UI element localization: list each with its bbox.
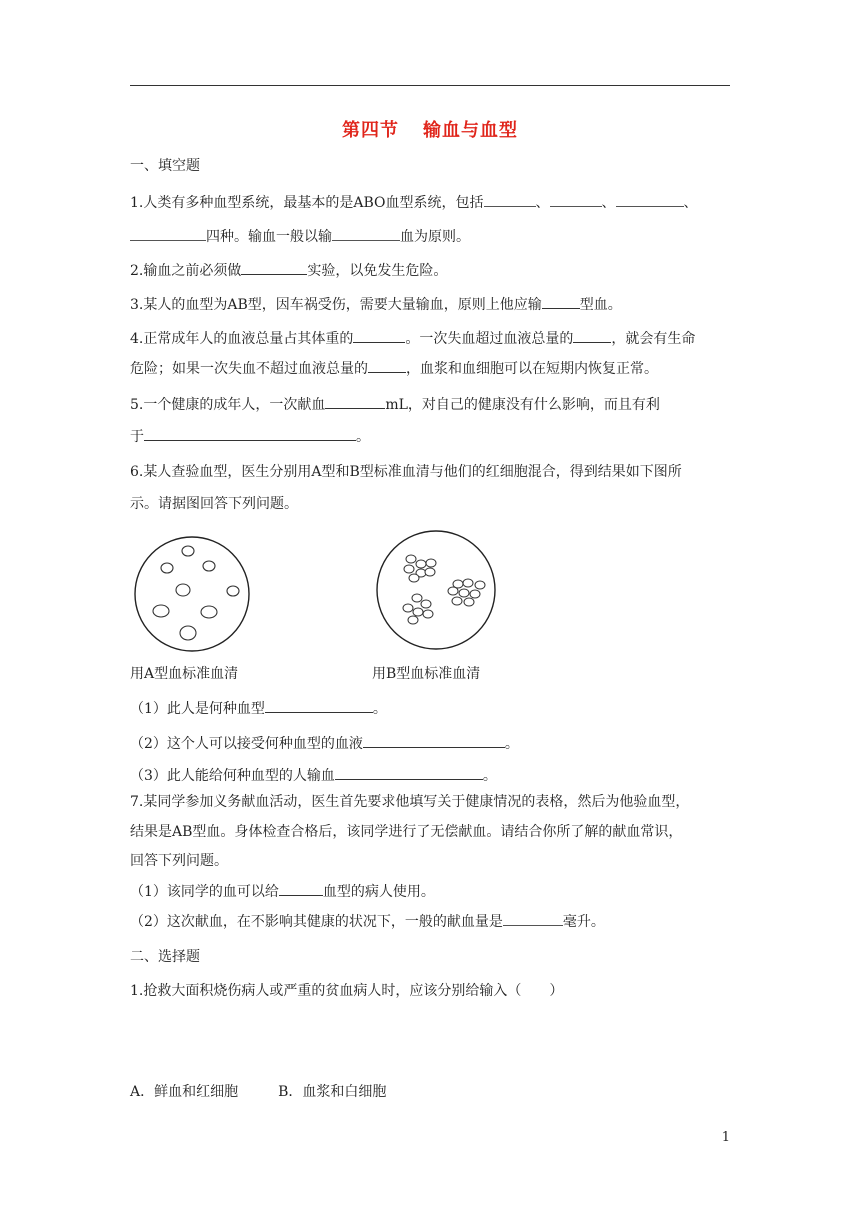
blank-q1-3[interactable] [616,192,684,207]
cell [413,608,423,616]
blank-q1-5[interactable] [332,226,400,241]
blank-q1-1[interactable] [484,192,536,207]
blank-q7-2[interactable] [503,911,563,926]
cell [425,568,435,576]
blank-q4-2[interactable] [573,328,611,343]
question-7-line-3: 回答下列问题。 [130,853,228,869]
page-title [0,116,860,142]
figure-b-slide [374,528,498,652]
question-6-line-2: 示。请据图回答下列问题。 [130,496,298,512]
cell [406,555,416,563]
title-topic: 输血与血型 [423,120,518,141]
page-number: 1 [721,1130,730,1145]
section-heading-multiple-choice: 二、选择题 [130,949,200,965]
cell [227,586,239,596]
cell [408,616,418,624]
question-2: 2.输血之前必须做 实验，以免发生危险。 [130,260,447,281]
blank-q6-1[interactable] [265,698,373,713]
cell [416,560,426,568]
cell [475,581,485,589]
cell [464,598,474,606]
question-1-line-1: 1.人类有多种血型系统，最基本的是ABO血型系统，包括 、 、 、 [130,192,698,213]
blank-q4-3[interactable] [368,358,406,373]
question-6-2: （2）这个人可以接受何种血型的血液 。 [130,733,519,754]
choice-question-1-options [130,1082,386,1102]
question-7-1: （1）该同学的血可以给 血型的病人使用。 [130,881,435,902]
cell [404,565,414,573]
cell [412,594,422,602]
cell [203,561,215,571]
question-6-3: （3）此人能给何种血型的人输血 。 [130,765,497,786]
cell [459,589,469,597]
red-cells-clump-3 [403,594,433,624]
blank-q7-1[interactable] [279,881,323,896]
figure-b-caption: 用B型血标准血清 [372,666,481,682]
blank-q5-1[interactable] [325,394,385,409]
cell [463,579,473,587]
choice-question-1: 1.抢救大面积烧伤病人或严重的贫血病人时，应该分别给输入（ ） [130,983,564,999]
question-7-line-1: 7.某同学参加义务献血活动，医生首先要求他填写关于健康情况的表格，然后为他验血型， [130,794,690,810]
section-heading-fill-in: 一、填空题 [130,158,200,174]
cell [180,626,196,640]
blank-q6-2[interactable] [363,733,505,748]
question-1-line-2: 四种。输血一般以输 血为原则。 [130,226,470,247]
question-5-line-1: 5.一个健康的成年人，一次献血 mL，对自己的健康没有什么影响，而且有利 [130,394,660,415]
blank-q5-2[interactable] [144,426,356,441]
question-3: 3.某人的血型为AB型，因车祸受伤，需要大量输血，原则上他应输 型血。 [130,294,622,315]
question-5-line-2: 于 。 [130,426,370,447]
cell [409,574,419,582]
cell [421,600,431,608]
cell [426,559,436,567]
red-cells-clump-2 [448,579,485,606]
cell [470,590,480,598]
figure-a-slide [132,534,252,654]
title-section-number: 第四节 [342,120,399,141]
question-4-line-2: 危险；如果一次失血不超过血液总量的 ，血浆和血细胞可以在短期内恢复正常。 [130,358,658,379]
cell [153,605,169,617]
blank-q3[interactable] [542,294,580,309]
header-rule [130,85,730,86]
figure-a-caption: 用A型血标准血清 [130,666,239,682]
cell [201,606,217,618]
blank-q1-4[interactable] [130,226,206,241]
cell [161,563,173,573]
blank-q4-1[interactable] [353,328,405,343]
question-7-2: （2）这次献血，在不影响其健康的状况下，一般的献血量是 毫升。 [130,911,605,932]
question-6-1: （1）此人是何种血型 。 [130,698,387,719]
cell [448,587,458,595]
red-cells-clump-1 [404,555,436,582]
option-b[interactable]: B．血浆和白细胞 [278,1084,387,1100]
blank-q1-2[interactable] [550,192,602,207]
red-cells-dispersed [153,546,239,640]
question-4-line-1: 4.正常成年人的血液总量占其体重的 。一次失血超过血液总量的 ，就会有生命 [130,328,695,349]
cell [452,597,462,605]
cell [423,610,433,618]
cell [182,546,194,556]
blank-q2[interactable] [241,260,307,275]
question-6-line-1: 6.某人查验血型，医生分别用A型和B型标准血清与他们的红细胞混合，得到结果如下图所 [130,464,682,480]
cell [176,584,190,596]
question-7-line-2: 结果是AB型血。身体检查合格后，该同学进行了无偿献血。请结合你所了解的献血常识， [130,824,683,840]
blank-q6-3[interactable] [335,765,483,780]
cell [403,604,413,612]
option-a[interactable]: A．鲜血和红细胞 [130,1084,239,1100]
